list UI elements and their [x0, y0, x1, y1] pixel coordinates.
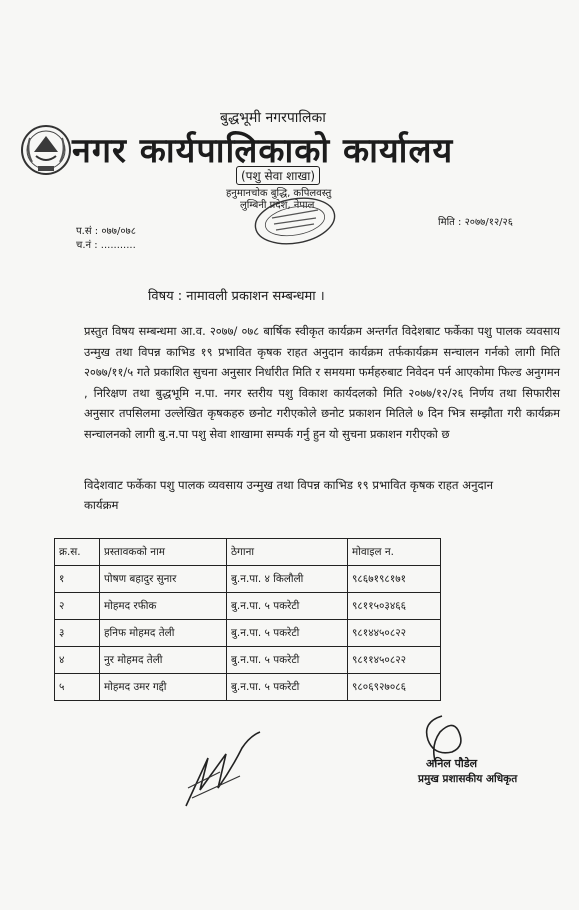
table-row [55, 593, 441, 620]
officer-name: अनिल पौडेल [426, 757, 478, 770]
cell-serial: ३ [55, 620, 100, 647]
dispatch-number: च.नं : ........... [76, 240, 136, 251]
municipality-name: बुद्धभूमी नगरपालिका [220, 110, 326, 126]
office-stamp [252, 196, 338, 246]
col-serial: क्र.स. [55, 539, 100, 566]
cell-serial: ५ [55, 674, 100, 701]
table-row [55, 674, 441, 701]
address-line-2: लुम्बिनी प्रदेश, नेपाल [240, 200, 315, 211]
cell-name: मोहमद उमर गद्दी [100, 674, 227, 701]
table-header-row [55, 539, 441, 566]
program-heading: विदेशवाट फर्केका पशु पालक व्यवसाय उन्मुख तथा विपन्न काभिड १९ प्रभावित कृषक राहत अनुदान कार्यक्रम [84, 478, 494, 512]
cell-address: बु.न.पा. ५ पकरेटी [227, 674, 348, 701]
col-name: प्रस्तावकको नाम [100, 539, 227, 566]
table-row [55, 647, 441, 674]
letter-number: प.सं : ०७७/०७८ [76, 226, 136, 237]
cell-mobile: ९८१४४५०८२२ [348, 620, 441, 647]
branch-name: (पशु सेवा शाखा) [236, 166, 320, 185]
cell-mobile: ९८०६९२७०८६ [348, 674, 441, 701]
cell-mobile: ९८११५०३४६६ [348, 593, 441, 620]
cell-serial: २ [55, 593, 100, 620]
letter-date: मिति : २०७७/१२/२६ [438, 217, 513, 228]
cell-address: बु.न.पा. ५ पकरेटी [227, 620, 348, 647]
cell-name: मोहमद रफीक [100, 593, 227, 620]
officer-title: प्रमुख प्रशासकीय अधिकृत [418, 773, 518, 785]
cell-mobile: ९८११४५०८२२ [348, 647, 441, 674]
cell-address: बु.न.पा. ५ पकरेटी [227, 647, 348, 674]
cell-serial: ४ [55, 647, 100, 674]
cell-name: नुर मोहमद तेली [100, 647, 227, 674]
nepal-emblem-icon [20, 122, 72, 178]
col-mobile: मोवाइल न. [348, 539, 441, 566]
col-address: ठेगाना [227, 539, 348, 566]
cell-mobile: ९८६७१९८१७१ [348, 566, 441, 593]
cell-name: पोषण बहादुर सुनार [100, 566, 227, 593]
cell-address: बु.न.पा. ४ किलौली [227, 566, 348, 593]
table-row [55, 620, 441, 647]
beneficiary-table [54, 538, 441, 701]
address-line-1: हनुमानचोक बुद्धि, कपिलवस्तु [226, 188, 332, 199]
cell-address: बु.न.पा. ५ पकरेटी [227, 593, 348, 620]
body-paragraph: प्रस्तुत विषय सम्बन्धमा आ.व. २०७७/ ०७८ बार्षिक स्वीकृत कार्यक्रम अन्तर्गत विदेशबाट फर्केका पशु पालक व्यवसाय उन्मुख तथा विपन्न काभिड १९ प्रभावित कृषक राहत अनुदान कार्यक्रम तर्फकार्यक्रम सन्चालन गर्नको लागी मिति २०७७/११/५ गते प्रकाशित सुचना अनुसार निर्धारीत मिति र समयमा फर्महरुबाट निवेदन पर्न आएकोमा फिल्ड अनुगमन , निरिक्षण तथा बुद्धभूमि न.पा. नगर स्तरीय पशु विकाश कार्यदलको मिति २०७७/१२/२६ निर्णय तथा सिफारीस अनुसार तपसिलमा उल्लेखित कृषकहरु छनोट गरीएकोले छनोट प्रकाशन मितिले ७ दिन भित्र सम्झौता गरी कार्यक्रम सन्चालनको लागी बु.न.पा पशु सेवा शाखामा सम्पर्क गर्नु हुन यो सुचना प्रकाशन गरीएको छ [84, 324, 560, 441]
cell-serial: १ [55, 566, 100, 593]
cell-name: हनिफ मोहमद तेली [100, 620, 227, 647]
subject-line: विषय : नामावली प्रकाशन सम्बन्धमा । [148, 289, 325, 304]
office-title: नगर कार्यपालिकाको कार्यालय [72, 131, 454, 171]
handwritten-initials [180, 728, 270, 814]
table-row [55, 566, 441, 593]
